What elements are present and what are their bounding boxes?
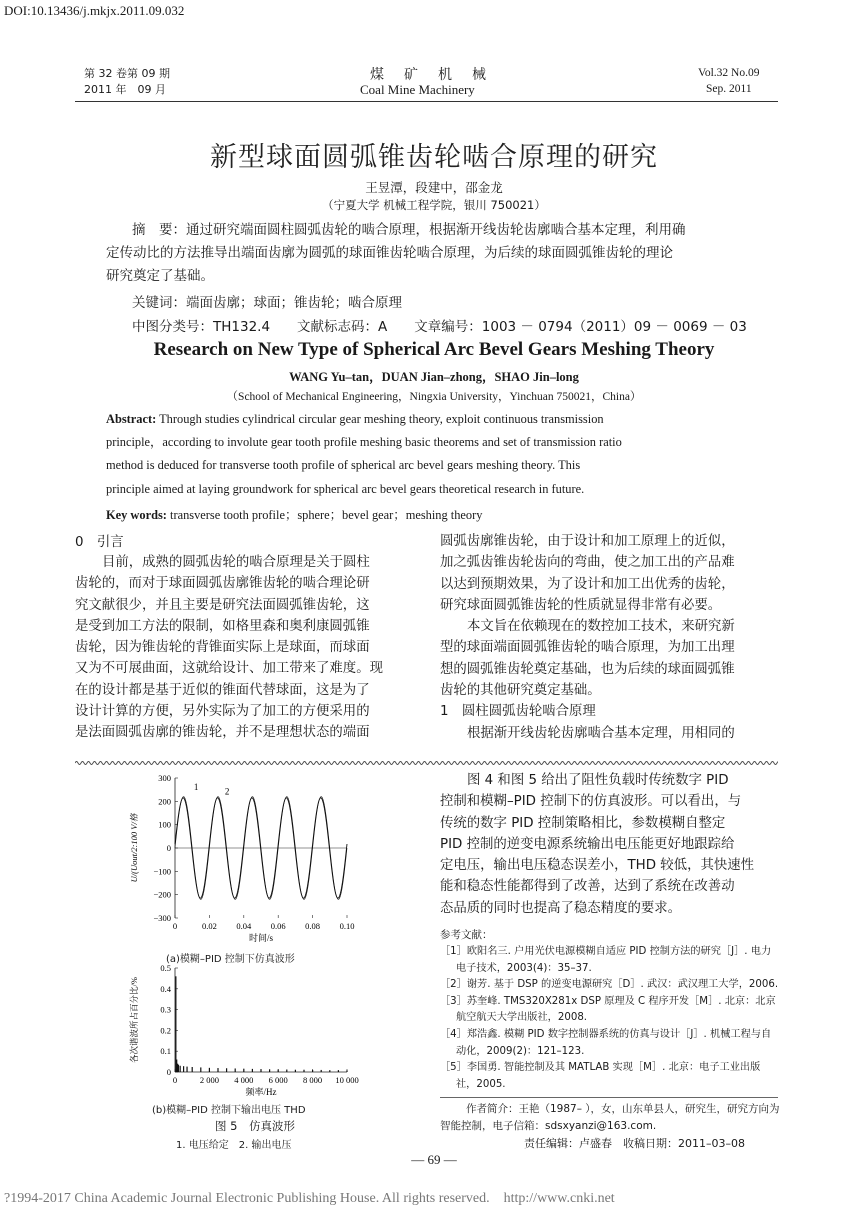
figure-note: 1. 电压给定 2. 输出电压 bbox=[176, 1140, 292, 1151]
ref-1-line-2: 电子技术，2003(4)：35–37. bbox=[456, 962, 592, 974]
results-line-5: 定电压，输出电压稳态误差小，THD 较低，其快速性 bbox=[440, 858, 755, 874]
keywords-cn: 关键词：端面齿廓；球面；锥齿轮；啮合原理 bbox=[132, 295, 402, 311]
author-note-2: 智能控制，电子信箱：sdsxyanzi@163.com. bbox=[440, 1120, 657, 1132]
abstract-en-label: Abstract: bbox=[106, 412, 157, 426]
left-line-4: 是受到加工方法的限制，如格里森和奥利康圆弧锥 bbox=[75, 618, 370, 634]
abstract-en-line4: principle aimed at laying groundwork for spherical arc bevel gears theoretical research in future. bbox=[106, 481, 585, 496]
results-line-1: 图 4 和图 5 给出了阻性负载时传统数字 PID bbox=[467, 773, 729, 788]
abstract-cn-line3: 研究奠定了基础。 bbox=[106, 268, 214, 284]
waveform-y-tick-label: 100 bbox=[158, 819, 171, 830]
caption-b: (b)模糊–PID 控制下输出电压 THD bbox=[152, 1105, 306, 1116]
thd-plot bbox=[129, 963, 359, 1097]
caption-a: (a)模糊–PID 控制下仿真波形 bbox=[166, 954, 295, 965]
results-line-7: 态品质的同时也提高了稳态精度的要求。 bbox=[440, 900, 682, 916]
thd-x-tick-label: 10 000 bbox=[335, 1075, 359, 1085]
left-line-6: 又为不可展曲面，这就给设计、加工带来了难度。现 bbox=[75, 661, 383, 677]
waveform-y-tick-label: −100 bbox=[153, 866, 171, 877]
waveform-x-tick-label: 0.08 bbox=[305, 921, 321, 931]
ref-5-line-2: 社，2005. bbox=[456, 1078, 506, 1090]
paper-title-en: Research on New Type of Spherical Arc Bevel Gears Meshing Theory bbox=[153, 339, 715, 360]
results-text bbox=[440, 770, 778, 919]
waveform-x-tick-label: 0.06 bbox=[270, 921, 286, 931]
left-line-2: 齿轮的，而对于球面圆弧齿廓锥齿轮的啮合理论研 bbox=[75, 576, 370, 592]
right-line-9: 根据渐开线齿轮齿廓啮合基本定理，用相同的 bbox=[467, 725, 735, 741]
thd-y-tick-label: 0.3 bbox=[160, 1004, 171, 1015]
right-line-1: 圆弧齿廓锥齿轮，由于设计和加工原理上的近似， bbox=[440, 534, 735, 549]
author-note-1: 作者简介：王艳（1987– ），女，山东单县人，研究生，研究方向为 bbox=[466, 1103, 780, 1115]
right-line-7: 想的圆弧锥齿轮奠定基础，也为后续的球面圆弧锥 bbox=[440, 661, 735, 677]
waveform-x-tick-label: 0 bbox=[172, 921, 178, 931]
ref-5-line-1: ［5］李国勇. 智能控制及其 MATLAB 实现［M］. 北京：电子工业出版 bbox=[440, 1062, 761, 1074]
thd-chart bbox=[120, 962, 370, 1100]
thd-x-tick-label: 0 bbox=[172, 1075, 178, 1085]
references-title: 参考文献： bbox=[440, 929, 493, 941]
figure-title: 图 5 仿真波形 bbox=[215, 1119, 295, 1133]
references-list bbox=[440, 944, 780, 1093]
left-line-9: 是法面圆弧齿廓的锥齿轮，并不是理想状态的端面 bbox=[75, 725, 370, 741]
page-number: — 69 — bbox=[411, 1152, 457, 1167]
left-line-3: 究文献很少，并且主要是研究法面圆弧锥齿轮，这 bbox=[75, 597, 370, 613]
curve-label-2: 2 bbox=[224, 786, 230, 797]
waveform-y-tick-label: 0 bbox=[166, 843, 171, 853]
thd-y-label: 各次谐波所占百分比/% bbox=[129, 977, 139, 1063]
waveform-y-tick-label: −300 bbox=[153, 913, 171, 923]
keywords-en-label: Key words: bbox=[106, 508, 167, 522]
paper-title-cn: 新型球面圆弧锥齿轮啮合原理的研究 bbox=[210, 142, 658, 173]
thd-y-tick-label: 0.1 bbox=[160, 1046, 171, 1057]
wavy-divider bbox=[75, 760, 778, 766]
thd-y-tick-label: 0.5 bbox=[160, 963, 171, 973]
left-line-1: 目前，成熟的圆弧齿轮的啮合原理是关于圆柱 bbox=[102, 555, 370, 570]
ref-4-line-1: ［4］郑浩鑫. 模糊 PID 数字控制器系统的仿真与设计［J］. 机械工程与自 bbox=[440, 1028, 772, 1040]
intro-left-text bbox=[75, 552, 413, 744]
section-1-heading: 1 圆柱圆弧齿轮啮合原理 bbox=[440, 704, 596, 720]
abstract-en-line2: principle，according to involute gear tooth profile meshing basic theorems and set of transmission ratio bbox=[106, 435, 622, 450]
waveform-plot bbox=[129, 773, 354, 943]
authors-en: WANG Yu–tan，DUAN Jian–zhong，SHAO Jin–long bbox=[289, 370, 579, 384]
left-line-7: 在的设计都是基于近似的锥面代替球面，这是为了 bbox=[75, 682, 370, 698]
thd-y-tick-label: 0.2 bbox=[160, 1025, 171, 1036]
ref-4-line-2: 动化，2009(2)：121–123. bbox=[456, 1045, 585, 1057]
thd-x-tick-label: 8 000 bbox=[303, 1075, 323, 1085]
journal-name-cn: 煤 矿 机 械 bbox=[370, 67, 489, 83]
pub-date: Sep. 2011 bbox=[706, 83, 752, 95]
ref-2-line-1: ［2］谢芳. 基于 DSP 的逆变电源研究［D］. 武汉：武汉理工大学，2006. bbox=[440, 979, 779, 991]
waveform-x-label: 时间/s bbox=[248, 933, 274, 943]
vol-no: Vol.32 No.09 bbox=[698, 67, 760, 79]
right-line-3: 以达到预期效果，为了设计和加工出优秀的齿轮， bbox=[440, 576, 735, 592]
curve-label-1: 1 bbox=[193, 782, 199, 793]
results-line-6: 能和稳态性能都得到了改善，达到了系统在改善动 bbox=[440, 879, 735, 895]
affiliation-en: （School of Mechanical Engineering，Ningxia University，Yinchuan 750021，China） bbox=[226, 391, 642, 403]
waveform-y-tick-label: 300 bbox=[158, 773, 171, 783]
ref-3-line-2: 航空航天大学出版社，2008. bbox=[456, 1012, 588, 1024]
waveform-y-tick-label: −200 bbox=[153, 889, 171, 900]
abstract-cn-line1: 摘 要：通过研究端面圆柱圆弧齿轮的啮合原理，根据渐开线齿轮齿廓啮合基本定理，利用确 bbox=[132, 222, 686, 238]
thd-x-tick-label: 4 000 bbox=[234, 1075, 254, 1085]
waveform-y-label: U/(Uout/2:100 V/格 bbox=[129, 813, 139, 883]
classification: 中图分类号：TH132.4 文献标志码：A 文章编号：1003 － 0794（2011）09 － 0069 － 03 bbox=[132, 319, 747, 335]
keywords-en bbox=[106, 505, 482, 523]
footer-copyright: ?1994-2017 China Academic Journal Electronic Publishing House. All rights reserved. http://www.cnki.net bbox=[4, 1191, 615, 1206]
ref-3-line-1: ［3］苏奎峰. TMS320X281x DSP 原理及 C 程序开发［M］. 北京：北京 bbox=[440, 995, 776, 1007]
waveform-x-tick-label: 0.04 bbox=[236, 921, 252, 931]
section-0-heading: 0 引言 bbox=[75, 535, 124, 550]
abstract-cn-line2: 定传动比的方法推导出端面齿廓为圆弧的球面锥齿轮啮合原理，为后续的球面圆弧锥齿轮的理论 bbox=[106, 245, 673, 261]
thd-x-tick-label: 6 000 bbox=[268, 1075, 288, 1085]
waveform-x-tick-label: 0.02 bbox=[201, 921, 217, 931]
year-month: 2011 年 09 月 bbox=[84, 83, 166, 96]
right-line-8: 齿轮的其他研究奠定基础。 bbox=[440, 683, 601, 699]
waveform-y-tick-label: 200 bbox=[158, 796, 171, 807]
right-line-5: 本文旨在依赖现在的数控加工技术，来研究新 bbox=[467, 619, 735, 635]
results-line-4: PID 控制的逆变电源系统输出电压能更好地跟踪给 bbox=[440, 836, 735, 852]
affiliation-cn: （宁夏大学 机械工程学院，银川 750021） bbox=[322, 198, 546, 212]
thd-x-label: 频率/Hz bbox=[245, 1087, 277, 1097]
results-line-3: 传统的数字 PID 控制策略相比，参数模糊自整定 bbox=[440, 815, 726, 831]
left-line-5: 齿轮，因为锥齿轮的背锥面实际上是球面，而球面 bbox=[75, 640, 370, 656]
intro-right-text bbox=[440, 531, 778, 744]
right-line-2: 加之弧齿锥齿轮齿向的弯曲，使之加工出的产品难 bbox=[440, 555, 735, 571]
editor-line: 责任编辑：卢盛春 收稿日期：2011–03–08 bbox=[524, 1137, 745, 1150]
thd-y-tick-label: 0 bbox=[166, 1067, 171, 1077]
header-rule bbox=[75, 101, 778, 102]
journal-name-en: Coal Mine Machinery bbox=[360, 82, 475, 97]
waveform-x-tick-label: 0.10 bbox=[339, 921, 355, 931]
right-line-6: 型的球面端面圆弧锥齿轮的啮合原理，为加工出理 bbox=[440, 640, 735, 656]
refs-rule bbox=[440, 1097, 778, 1098]
ref-1-line-1: ［1］欧阳名三. 户用光伏电源模糊自适应 PID 控制方法的研究［J］. 电力 bbox=[440, 946, 772, 957]
results-line-2: 控制和模糊–PID 控制下的仿真波形。可以看出，与 bbox=[440, 794, 742, 810]
thd-x-tick-label: 2 000 bbox=[199, 1075, 219, 1085]
keywords-en-text: transverse tooth profile；sphere；bevel gear；meshing theory bbox=[166, 508, 483, 522]
waveform-chart bbox=[120, 768, 370, 950]
left-line-8: 设计计算的方便，另外实际为了加工的方便采用的 bbox=[75, 704, 370, 720]
abstract-en-line3: method is deduced for transverse tooth profile of spherical arc bevel gears meshing theory. This bbox=[106, 458, 581, 473]
authors-cn: 王昱潭，段建中，邵金龙 bbox=[365, 180, 503, 195]
doi: DOI:10.13436/j.mkjx.2011.09.032 bbox=[4, 3, 185, 18]
abstract-en-line1: Through studies cylindrical circular gear meshing theory, exploit continuous transmission bbox=[156, 412, 604, 426]
thd-y-tick-label: 0.4 bbox=[160, 983, 171, 994]
volume-issue: 第 32 卷第 09 期 bbox=[84, 67, 170, 80]
abstract-en bbox=[106, 408, 746, 501]
right-line-4: 研究球面圆弧锥齿轮的性质就显得非常有必要。 bbox=[440, 597, 722, 613]
